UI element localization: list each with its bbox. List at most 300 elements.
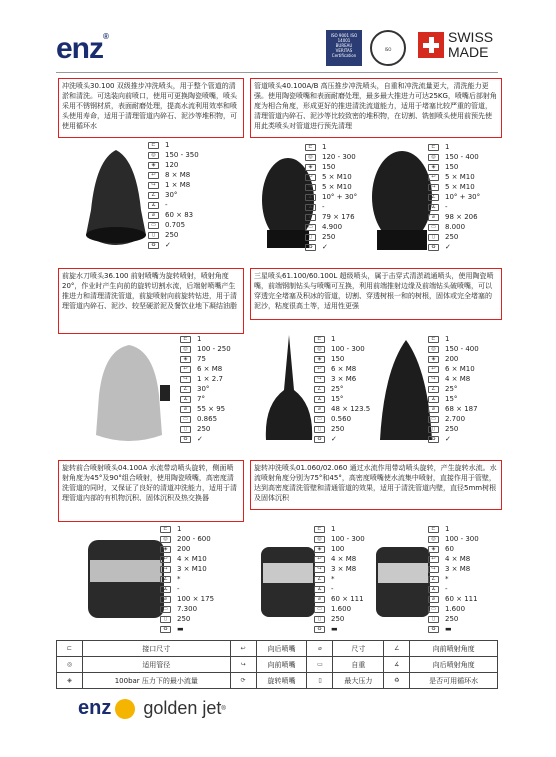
spec-row	[314, 354, 370, 364]
spec-row	[428, 624, 479, 634]
spec-icon: ∡	[305, 204, 316, 211]
spec-icon: ∠	[148, 192, 159, 199]
spec-row	[428, 212, 480, 222]
spec-icon: ◎	[314, 346, 325, 353]
spec-icon: ⊏	[305, 144, 316, 151]
spec-icon: ∠	[428, 194, 439, 201]
spec-value: 48 × 123.5	[331, 405, 371, 413]
spec-icon: ∡	[314, 586, 325, 593]
spec-row	[428, 384, 479, 394]
spec-value: 1	[445, 335, 450, 343]
spec-value: 1 × 2.7	[197, 375, 223, 383]
spec-row	[428, 162, 480, 172]
golden-jet-icon	[115, 699, 135, 719]
spec-row	[428, 524, 479, 534]
spec-row	[428, 404, 479, 414]
spec-value: 250	[445, 425, 459, 433]
spec-row	[314, 554, 365, 564]
spec-list	[160, 524, 214, 634]
enz-logo: enz®	[56, 32, 108, 65]
spec-value: 4 × M8	[445, 375, 471, 383]
spec-row	[428, 534, 479, 544]
spec-row	[160, 584, 214, 594]
spec-icon: ▯	[314, 616, 325, 623]
spec-row	[148, 150, 199, 160]
spec-icon: ◈	[305, 164, 316, 171]
spec-icon: ↩	[314, 556, 325, 563]
spec-icon: ▯	[428, 234, 439, 241]
spec-value: *	[331, 575, 335, 583]
certificate-badge: ISO 9001 ISO 14001 BUREAU VERITAS Certification	[326, 30, 362, 66]
spec-value: 60 × 111	[331, 595, 364, 603]
spec-value: 68 × 187	[445, 405, 478, 413]
spec-row	[305, 222, 357, 232]
spec-icon: ∠	[180, 386, 191, 393]
spec-icon: ⌀	[160, 596, 171, 603]
spec-value: 1	[322, 143, 327, 151]
spec-value: 0.560	[331, 415, 352, 423]
spec-row	[314, 534, 365, 544]
spec-value: ✓	[331, 435, 337, 443]
spec-value: 0.865	[197, 415, 218, 423]
spec-row	[180, 424, 231, 434]
spec-row	[428, 564, 479, 574]
spec-icon: ◈	[148, 162, 159, 169]
spec-value: 100 - 300	[331, 345, 365, 353]
spec-value: 25°	[331, 385, 344, 393]
spec-list	[428, 142, 480, 252]
spec-value: 98 × 206	[445, 213, 478, 221]
spec-value: 30°	[197, 385, 210, 393]
spec-row	[314, 604, 365, 614]
product-description: 管道喷头40.100A/B 高压推步冲洗喷头，自重和冲洗流量更大，清洗能力更强。使用陶瓷喷嘴和表面耐磨处理，最多最大推进力可达25KG，喷嘴后部射角度为相合角度，形成更好的推进清洗流道能力，适用于堵塞比较严重的管道，清理管道内碎石、泥沙等比较致密的堆积物，在切割、铣刨喷头使用前预先使用此类喷头对管道进行预先清理	[250, 78, 502, 138]
spec-row	[314, 404, 370, 414]
spec-value: 100 - 300	[445, 535, 479, 543]
forward-angle-icon: ∠	[384, 641, 410, 657]
spec-row	[180, 354, 231, 364]
spec-icon: ↩	[305, 174, 316, 181]
spec-icon: ∡	[148, 202, 159, 209]
spec-value: 200 - 600	[177, 535, 211, 543]
spec-value: -	[177, 585, 180, 593]
spec-value: 100 × 175	[177, 595, 215, 603]
spec-value: 1.600	[445, 605, 466, 613]
spec-icon: ♻	[428, 436, 439, 443]
spec-row	[160, 624, 214, 634]
spec-icon: ▯	[428, 616, 439, 623]
spec-value: ✓	[197, 435, 203, 443]
weight-icon: ▭	[307, 657, 333, 673]
spec-icon: ⌀	[180, 406, 191, 413]
spec-icon: ⌀	[314, 406, 325, 413]
spec-icon: ◈	[428, 356, 439, 363]
spec-value: 3 × M10	[177, 565, 207, 573]
spec-row	[428, 182, 480, 192]
spec-icon: ↩	[148, 172, 159, 179]
spec-value: ▬	[177, 625, 184, 633]
spec-icon: ∡	[428, 396, 439, 403]
connection-icon: ⊏	[57, 641, 83, 657]
spec-row	[305, 172, 357, 182]
spec-value: 0.705	[165, 221, 186, 229]
spec-icon: ↩	[428, 174, 439, 181]
spec-icon: ↪	[428, 566, 439, 573]
spec-icon: ♻	[314, 626, 325, 633]
spec-row	[314, 434, 370, 444]
spec-row	[428, 614, 479, 624]
spec-icon: ▭	[160, 606, 171, 613]
spec-value: 1	[165, 141, 170, 149]
spec-icon: ▭	[428, 606, 439, 613]
spec-row	[314, 414, 370, 424]
spec-row	[305, 232, 357, 242]
spec-icon: ▭	[314, 606, 325, 613]
spec-row	[148, 220, 199, 230]
spec-value: 4 × M10	[177, 555, 207, 563]
divider	[56, 72, 498, 73]
spec-value: 250	[445, 615, 459, 623]
spec-value: 150	[322, 163, 336, 171]
spec-value: 200	[445, 355, 459, 363]
spec-row	[160, 524, 214, 534]
spec-row	[305, 202, 357, 212]
spec-icon: ↪	[148, 182, 159, 189]
spec-value: 2.700	[445, 415, 466, 423]
spec-icon: ↩	[180, 366, 191, 373]
spec-value: 6 × M10	[445, 365, 475, 373]
spec-value: 8.000	[445, 223, 466, 231]
spec-value: 10° + 30°	[322, 193, 358, 201]
spec-value: 25°	[445, 385, 458, 393]
spec-row	[428, 364, 479, 374]
swiss-made-badge: SWISS MADE	[418, 30, 493, 60]
spec-value: *	[177, 575, 181, 583]
spec-value: 250	[197, 425, 211, 433]
spec-row	[314, 384, 370, 394]
spec-icon: ↪	[180, 376, 191, 383]
spec-icon: ∡	[428, 586, 439, 593]
spec-row	[160, 544, 214, 554]
spec-value: 1	[445, 143, 450, 151]
rear-nozzle-icon: ↩	[230, 641, 256, 657]
spec-row	[305, 212, 357, 222]
spec-icon: ↩	[160, 556, 171, 563]
spec-row	[180, 434, 231, 444]
pipe-diameter-icon: ◎	[57, 657, 83, 673]
spec-row	[305, 242, 357, 252]
spec-icon: ◈	[428, 164, 439, 171]
pressure-icon: ▯	[307, 673, 333, 689]
spec-value: 8 × M8	[165, 171, 191, 179]
spec-row	[314, 584, 365, 594]
spec-value: 7.300	[177, 605, 198, 613]
spec-value: 15°	[445, 395, 458, 403]
spec-icon: ◎	[148, 152, 159, 159]
spec-row	[305, 182, 357, 192]
spec-row	[148, 190, 199, 200]
spec-row	[428, 544, 479, 554]
spec-row	[428, 414, 479, 424]
spec-icon: ⊏	[148, 142, 159, 149]
spec-value: 1	[177, 525, 182, 533]
spec-row	[428, 222, 480, 232]
spec-icon: ◎	[314, 536, 325, 543]
spec-row	[314, 334, 370, 344]
spec-list	[314, 524, 365, 634]
spec-icon: ◎	[305, 154, 316, 161]
rear-angle-icon: ∡	[384, 657, 410, 673]
spec-row	[314, 624, 365, 634]
spec-icon: ⌀	[428, 406, 439, 413]
spec-icon: ∡	[180, 396, 191, 403]
spec-icon: ↪	[314, 376, 325, 383]
spec-value: 15°	[331, 395, 344, 403]
spec-value: -	[322, 203, 325, 211]
spec-value: -	[445, 203, 448, 211]
spec-icon: ◎	[180, 346, 191, 353]
spec-value: 100 - 250	[197, 345, 231, 353]
spec-row	[314, 524, 365, 534]
icon-legend-table: ⊏ 接口尺寸 ↩ 向后喷嘴 ⌀ 尺寸 ∠ 向前喷射角度 ◎ 适用管径 ↪ 向前喷嘴 ▭ 自重 ∡ 向后喷射角度 ◈ 100bar 压力下的最小流量 ⟳ 旋转喷嘴 ▯ 最大压力 ♻ 是否可用循环水	[56, 640, 498, 689]
flow-icon: ◈	[57, 673, 83, 689]
spec-list	[180, 334, 231, 444]
spec-icon: ♻	[428, 244, 439, 251]
spec-value: 6 × M8	[331, 365, 357, 373]
spec-row	[428, 354, 479, 364]
spec-value: ▬	[445, 625, 452, 633]
spec-value: 7°	[197, 395, 205, 403]
spec-row	[180, 364, 231, 374]
spec-value: 150 - 400	[445, 345, 479, 353]
spec-value: 150	[331, 355, 345, 363]
spec-row	[305, 142, 357, 152]
spec-icon: ▭	[148, 222, 159, 229]
swiss-flag-icon	[418, 32, 444, 58]
spec-row	[428, 424, 479, 434]
spec-row	[428, 202, 480, 212]
spec-icon: ↩	[428, 366, 439, 373]
spec-row	[428, 584, 479, 594]
spec-icon: ▯	[305, 234, 316, 241]
spec-row	[428, 594, 479, 604]
spec-value: ✓	[445, 435, 451, 443]
spec-row	[148, 240, 199, 250]
spec-row	[314, 614, 365, 624]
spec-icon: ↪	[160, 566, 171, 573]
spec-icon: ∠	[428, 386, 439, 393]
spec-icon: ⌀	[314, 596, 325, 603]
nozzle-36-100-image	[74, 335, 184, 450]
spec-row	[160, 604, 214, 614]
spec-value: 30°	[165, 191, 178, 199]
spec-icon: ⊏	[180, 336, 191, 343]
spec-list	[314, 334, 370, 444]
spec-row	[314, 594, 365, 604]
spec-row	[428, 554, 479, 564]
spec-value: 79 × 176	[322, 213, 355, 221]
spec-value: 250	[445, 233, 459, 241]
spec-list	[428, 334, 479, 444]
spec-row	[428, 232, 480, 242]
spec-row	[305, 192, 357, 202]
spec-icon: ⌀	[428, 214, 439, 221]
certificate-seal-icon: ISO	[370, 30, 406, 66]
spec-value: 150	[445, 163, 459, 171]
spec-icon: ◈	[160, 546, 171, 553]
spec-row	[428, 152, 480, 162]
spec-value: 150 - 350	[165, 151, 199, 159]
spec-row	[314, 574, 365, 584]
spec-row	[160, 594, 214, 604]
spec-icon: ▭	[305, 224, 316, 231]
spec-value: 3 × M6	[331, 375, 357, 383]
spec-row	[428, 172, 480, 182]
spec-icon: ⊏	[314, 526, 325, 533]
spec-icon: ♻	[305, 244, 316, 251]
spec-icon: ▯	[428, 426, 439, 433]
spec-value: -	[165, 201, 168, 209]
spec-row	[180, 394, 231, 404]
spec-row	[180, 374, 231, 384]
spec-icon: ↪	[305, 184, 316, 191]
spec-icon: ◈	[428, 546, 439, 553]
spec-row	[428, 242, 480, 252]
spec-row	[148, 210, 199, 220]
spec-row	[305, 162, 357, 172]
spec-value: 4.900	[322, 223, 343, 231]
spec-icon: ⌀	[148, 212, 159, 219]
spec-value: 1 × M8	[165, 181, 191, 189]
spec-value: 55 × 95	[197, 405, 226, 413]
spec-icon: ♻	[180, 436, 191, 443]
spec-icon: ⊏	[428, 144, 439, 151]
spec-row	[160, 534, 214, 544]
spec-row	[428, 394, 479, 404]
spec-row	[180, 384, 231, 394]
spec-icon: ▯	[148, 232, 159, 239]
spec-value: 3 × M8	[331, 565, 357, 573]
spec-row	[314, 424, 370, 434]
spec-value: 4 × M8	[445, 555, 471, 563]
spec-icon: ↪	[428, 376, 439, 383]
recycle-water-icon: ♻	[384, 673, 410, 689]
spec-row	[148, 160, 199, 170]
spec-row	[428, 334, 479, 344]
spec-icon: ♻	[148, 242, 159, 249]
spec-icon: ∠	[160, 576, 171, 583]
spec-row	[428, 604, 479, 614]
spec-value: 5 × M10	[445, 183, 475, 191]
spec-row	[314, 564, 365, 574]
spec-row	[428, 192, 480, 202]
nozzle-01-060-image	[255, 535, 321, 630]
spec-icon: ▭	[428, 224, 439, 231]
spec-row	[148, 140, 199, 150]
spec-value: 5 × M10	[322, 183, 352, 191]
spec-value: 1.600	[331, 605, 352, 613]
spec-row	[148, 230, 199, 240]
spec-row	[428, 574, 479, 584]
product-description: 冲洗喷头30.100 双级推步冲洗喷头，用于整个管道的清淤和清洗。可选装向前喷口，使用可更换陶瓷喷嘴，喷头采用不锈钢材质，表面耐磨处理，提高水流利用效率和喷头使用寿命，适用于清理管道内碎石、泥沙等堆积物，可使用循环水	[58, 78, 244, 138]
product-description: 前旋水刀喷头36.100 前射喷嘴为旋转喷射，喷射角度20°，作业时产生向前的旋转切割水流，后端射喷嘴产生推进力和清理清洗管道，前旋喷射向前旋转钻进，用于清理管道内碎石、泥沙、较坚硬淤泥及餐饮业地下凝结油脂	[58, 268, 244, 334]
spec-icon: ⊏	[160, 526, 171, 533]
spec-list	[428, 524, 479, 634]
spec-row	[428, 142, 480, 152]
spec-icon: ▯	[180, 426, 191, 433]
spec-value: 5 × M10	[322, 173, 352, 181]
spec-value: 3 × M8	[445, 565, 471, 573]
spec-value: ✓	[322, 243, 328, 251]
spec-row	[160, 564, 214, 574]
spec-value: ▬	[331, 625, 338, 633]
spec-value: 10° + 30°	[445, 193, 481, 201]
spec-row	[428, 344, 479, 354]
spec-icon: ▭	[428, 416, 439, 423]
spec-value: 120	[165, 161, 179, 169]
spec-value: 250	[322, 233, 336, 241]
spec-value: 75	[197, 355, 206, 363]
spec-value: -	[445, 585, 448, 593]
spec-icon: ♻	[428, 626, 439, 633]
spec-icon: ∠	[428, 576, 439, 583]
spec-icon: ▯	[314, 426, 325, 433]
forward-nozzle-icon: ↪	[230, 657, 256, 673]
size-icon: ⌀	[307, 641, 333, 657]
spec-row	[148, 200, 199, 210]
spec-row	[160, 554, 214, 564]
spec-icon: ∡	[160, 586, 171, 593]
spec-value: 4 × M8	[331, 555, 357, 563]
spec-value: 1	[445, 525, 450, 533]
spec-icon: ▭	[314, 416, 325, 423]
spec-value: 60 × 111	[445, 595, 478, 603]
spec-icon: ⌀	[428, 596, 439, 603]
spec-icon: ↪	[428, 184, 439, 191]
spec-icon: ⊏	[428, 336, 439, 343]
spec-icon: ⌀	[305, 214, 316, 221]
product-description: 旋转冲洗喷头01.060/02.060 通过水流作用带动喷头旋转，产生旋转水流。水流喷射角度分别为75°和45°，高密度喷嘴使水流集中喷射，直接作用于管壁，达到高密度清洗管壁和清通管道的效果，适用于清洗管道内壁，直径5mm树根及固体沉积	[250, 460, 502, 510]
spec-icon: ◈	[314, 546, 325, 553]
spec-icon: ◎	[428, 154, 439, 161]
spec-row	[314, 544, 365, 554]
product-description: 旋转前合喷射喷头04.100A 水流带动喷头旋转，侧面喷射角度为45°及90°组合喷射，使用陶瓷喷嘴，高密度清洗管道的同时，又保证了良好的清道冲洗能力，适用于清理管道内部的有机物沉积、固体沉积及热交换器	[58, 460, 244, 522]
spec-icon: ∠	[314, 386, 325, 393]
spec-icon: ∡	[314, 396, 325, 403]
spec-value: 60 × 83	[165, 211, 194, 219]
spec-row	[180, 344, 231, 354]
spec-row	[180, 404, 231, 414]
spec-value: 60	[445, 545, 454, 553]
spec-row	[148, 180, 199, 190]
spec-icon: ♻	[314, 436, 325, 443]
spec-value: 250	[331, 425, 345, 433]
spec-list	[148, 140, 199, 250]
footer-logos: enz golden jet ®	[78, 697, 226, 719]
product-description: 三星喷头61.100/60.100L 超级喷头，属于击穿式清淤疏通喷头，使用陶瓷喷嘴，前端钢制钻头与喷嘴可互换，利用前端推射边缘及前端钻头破喷嘴，可以穿透完全堵塞及积冰的管道，切割、穿透树根一和的树根，固体或完全堵塞的泥沙，粘度很高土等，适用性更强	[250, 268, 502, 320]
spec-row	[305, 152, 357, 162]
spec-value: 1	[331, 335, 336, 343]
spec-icon: ↪	[314, 566, 325, 573]
spec-value: 250	[331, 615, 345, 623]
spec-row	[160, 614, 214, 624]
nozzle-02-060-image	[370, 535, 436, 630]
spec-value: -	[331, 585, 334, 593]
spec-value: 1	[197, 335, 202, 343]
spec-value: 200	[177, 545, 191, 553]
spec-row	[428, 374, 479, 384]
spec-value: 100 - 300	[331, 535, 365, 543]
spec-icon: ◎	[428, 536, 439, 543]
